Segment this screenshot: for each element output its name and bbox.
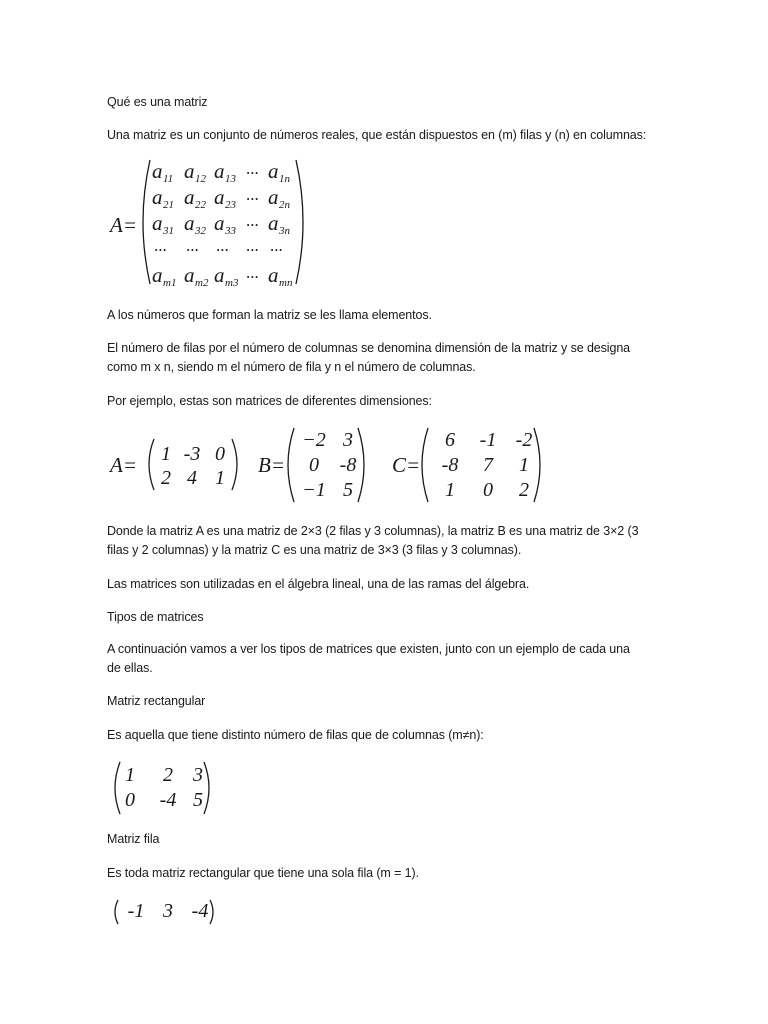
example-matrix-b (258, 424, 370, 506)
matrix-element: 1 (125, 764, 135, 786)
matrix-element-base: a (268, 185, 279, 209)
example-description-line2: filas y 2 columnas) y la matriz C es una matriz de 3×3 (3 filas y 3 columnas). (107, 543, 522, 557)
matrix-element-subscript: mn (279, 277, 293, 289)
left-paren (115, 762, 120, 814)
matrix-element: 4 (187, 467, 197, 489)
matrix-element: 2 (161, 467, 171, 489)
left-paren (115, 900, 118, 924)
rectangular-matrix (110, 758, 214, 818)
matrix-element: 0 (309, 454, 319, 476)
matrix-element-base: a (184, 211, 195, 235)
matrix-element-subscript: 21 (163, 199, 174, 211)
matrix-element: ... (246, 263, 259, 282)
matrix-b-name: B= (258, 453, 285, 477)
matrix-element: 7 (483, 454, 493, 476)
matrix-element-base: a (152, 211, 163, 235)
matrix-element-base: a (268, 263, 279, 287)
matrix-element: ... (216, 236, 229, 255)
matrix-element-subscript: 22 (195, 199, 206, 211)
row-matrix-heading: Matriz fila (107, 832, 160, 846)
rectangular-heading: Matriz rectangular (107, 694, 206, 708)
matrix-element: −1 (302, 479, 326, 501)
matrix-c-name: C= (392, 453, 421, 477)
matrix-element-base: a (152, 159, 163, 183)
right-paren (534, 428, 540, 502)
page-title: Qué es una matriz (107, 95, 208, 109)
row-matrix (110, 896, 220, 928)
matrix-element: -2 (515, 429, 533, 451)
right-paren (204, 762, 209, 814)
matrix-element: 5 (343, 479, 353, 501)
matrix-element-subscript: m2 (195, 277, 209, 289)
general-matrix-name: A= (110, 213, 137, 237)
left-paren (422, 428, 428, 502)
row-matrix-description: Es toda matriz rectangular que tiene una sola fila (m = 1). (107, 866, 419, 880)
matrix-element: ... (246, 236, 259, 255)
matrix-element: -3 (183, 443, 201, 465)
matrix-element: 5 (193, 789, 203, 811)
matrix-element-base: a (184, 159, 195, 183)
matrix-element-subscript: 23 (225, 199, 236, 211)
right-paren (232, 439, 237, 490)
matrix-element: -1 (479, 429, 497, 451)
matrix-element-base: a (152, 185, 163, 209)
matrix-element: 2 (519, 479, 529, 501)
matrix-element: 6 (445, 429, 455, 451)
matrix-element-subscript: 13 (225, 173, 236, 185)
matrix-element: −2 (302, 429, 326, 451)
algebra-paragraph: Las matrices son utilizadas en el álgebra lineal, una de las ramas del álgebra. (107, 577, 530, 591)
matrix-element: 0 (483, 479, 493, 501)
left-paren (143, 160, 150, 284)
matrix-element: ... (270, 236, 283, 255)
matrix-element-base: a (152, 263, 163, 287)
matrix-element: -1 (127, 900, 145, 922)
example-matrix-c (392, 424, 544, 506)
matrix-element-base: a (214, 159, 225, 183)
matrix-element: 1 (519, 454, 529, 476)
matrix-element-subscript: m1 (163, 277, 177, 289)
matrix-element: ... (186, 236, 199, 255)
matrix-element-subscript: 33 (225, 225, 236, 237)
matrix-element-subscript: 3n (279, 225, 290, 237)
matrix-element-base: a (184, 263, 195, 287)
matrix-element: -8 (441, 454, 459, 476)
matrix-element: 1 (445, 479, 455, 501)
general-matrix (108, 156, 308, 288)
matrix-element-subscript: 31 (163, 225, 174, 237)
matrix-element-base: a (268, 211, 279, 235)
matrix-element: 0 (125, 789, 135, 811)
matrix-element-subscript: 1n (279, 173, 290, 185)
general-matrix-cells (152, 159, 293, 289)
matrix-element-base: a (268, 159, 279, 183)
matrix-element-subscript: m3 (225, 277, 239, 289)
matrix-element: 1 (215, 467, 225, 489)
matrix-element-base: a (214, 185, 225, 209)
matrix-element: ... (246, 185, 259, 204)
matrix-element: 0 (215, 443, 225, 465)
types-heading: Tipos de matrices (107, 610, 204, 624)
matrix-element: -4 (191, 900, 209, 922)
right-paren (358, 428, 364, 502)
left-paren (288, 428, 294, 502)
rectangular-description: Es aquella que tiene distinto número de filas que de columnas (m≠n): (107, 728, 484, 742)
example-intro: Por ejemplo, estas son matrices de diferentes dimensiones: (107, 394, 432, 408)
right-paren (210, 900, 213, 924)
types-intro-line2: de ellas. (107, 661, 153, 675)
matrix-element-base: a (214, 263, 225, 287)
matrix-element-subscript: 12 (195, 173, 206, 185)
matrix-element: 3 (163, 900, 173, 922)
example-description-line1: Donde la matriz A es una matriz de 2×3 (2 filas y 3 columnas), la matriz B es una matriz de 3×2 (3 (107, 524, 639, 538)
matrix-a-name: A= (110, 453, 137, 477)
types-intro-line1: A continuación vamos a ver los tipos de matrices que existen, junto con un ejemplo de cada una (107, 642, 630, 656)
right-paren (296, 160, 303, 284)
matrix-element: ... (154, 236, 167, 255)
matrix-element: 2 (163, 764, 173, 786)
dimension-paragraph-line2: como m x n, siendo m el número de fila y n el número de columnas. (107, 360, 476, 374)
matrix-element-subscript: 32 (195, 225, 206, 237)
matrix-element-subscript: 11 (163, 173, 174, 185)
example-matrix-a (110, 434, 240, 494)
matrix-element: ... (246, 159, 259, 178)
matrix-element-base: a (184, 185, 195, 209)
matrix-element-subscript: 2n (279, 199, 290, 211)
matrix-element-base: a (214, 211, 225, 235)
elements-paragraph: A los números que forman la matriz se les llama elementos. (107, 308, 432, 322)
left-paren (149, 439, 154, 490)
matrix-element: -8 (339, 454, 357, 476)
matrix-element: 3 (343, 429, 353, 451)
matrix-element: 1 (161, 443, 171, 465)
matrix-element: ... (246, 211, 259, 230)
matrix-element: -4 (159, 789, 177, 811)
dimension-paragraph-line1: El número de filas por el número de columnas se denomina dimensión de la matriz y se designa (107, 341, 631, 355)
matrix-element: 3 (193, 764, 203, 786)
intro-paragraph: Una matriz es un conjunto de números reales, que están dispuestos en (m) filas y (n) en columnas: (107, 128, 647, 142)
